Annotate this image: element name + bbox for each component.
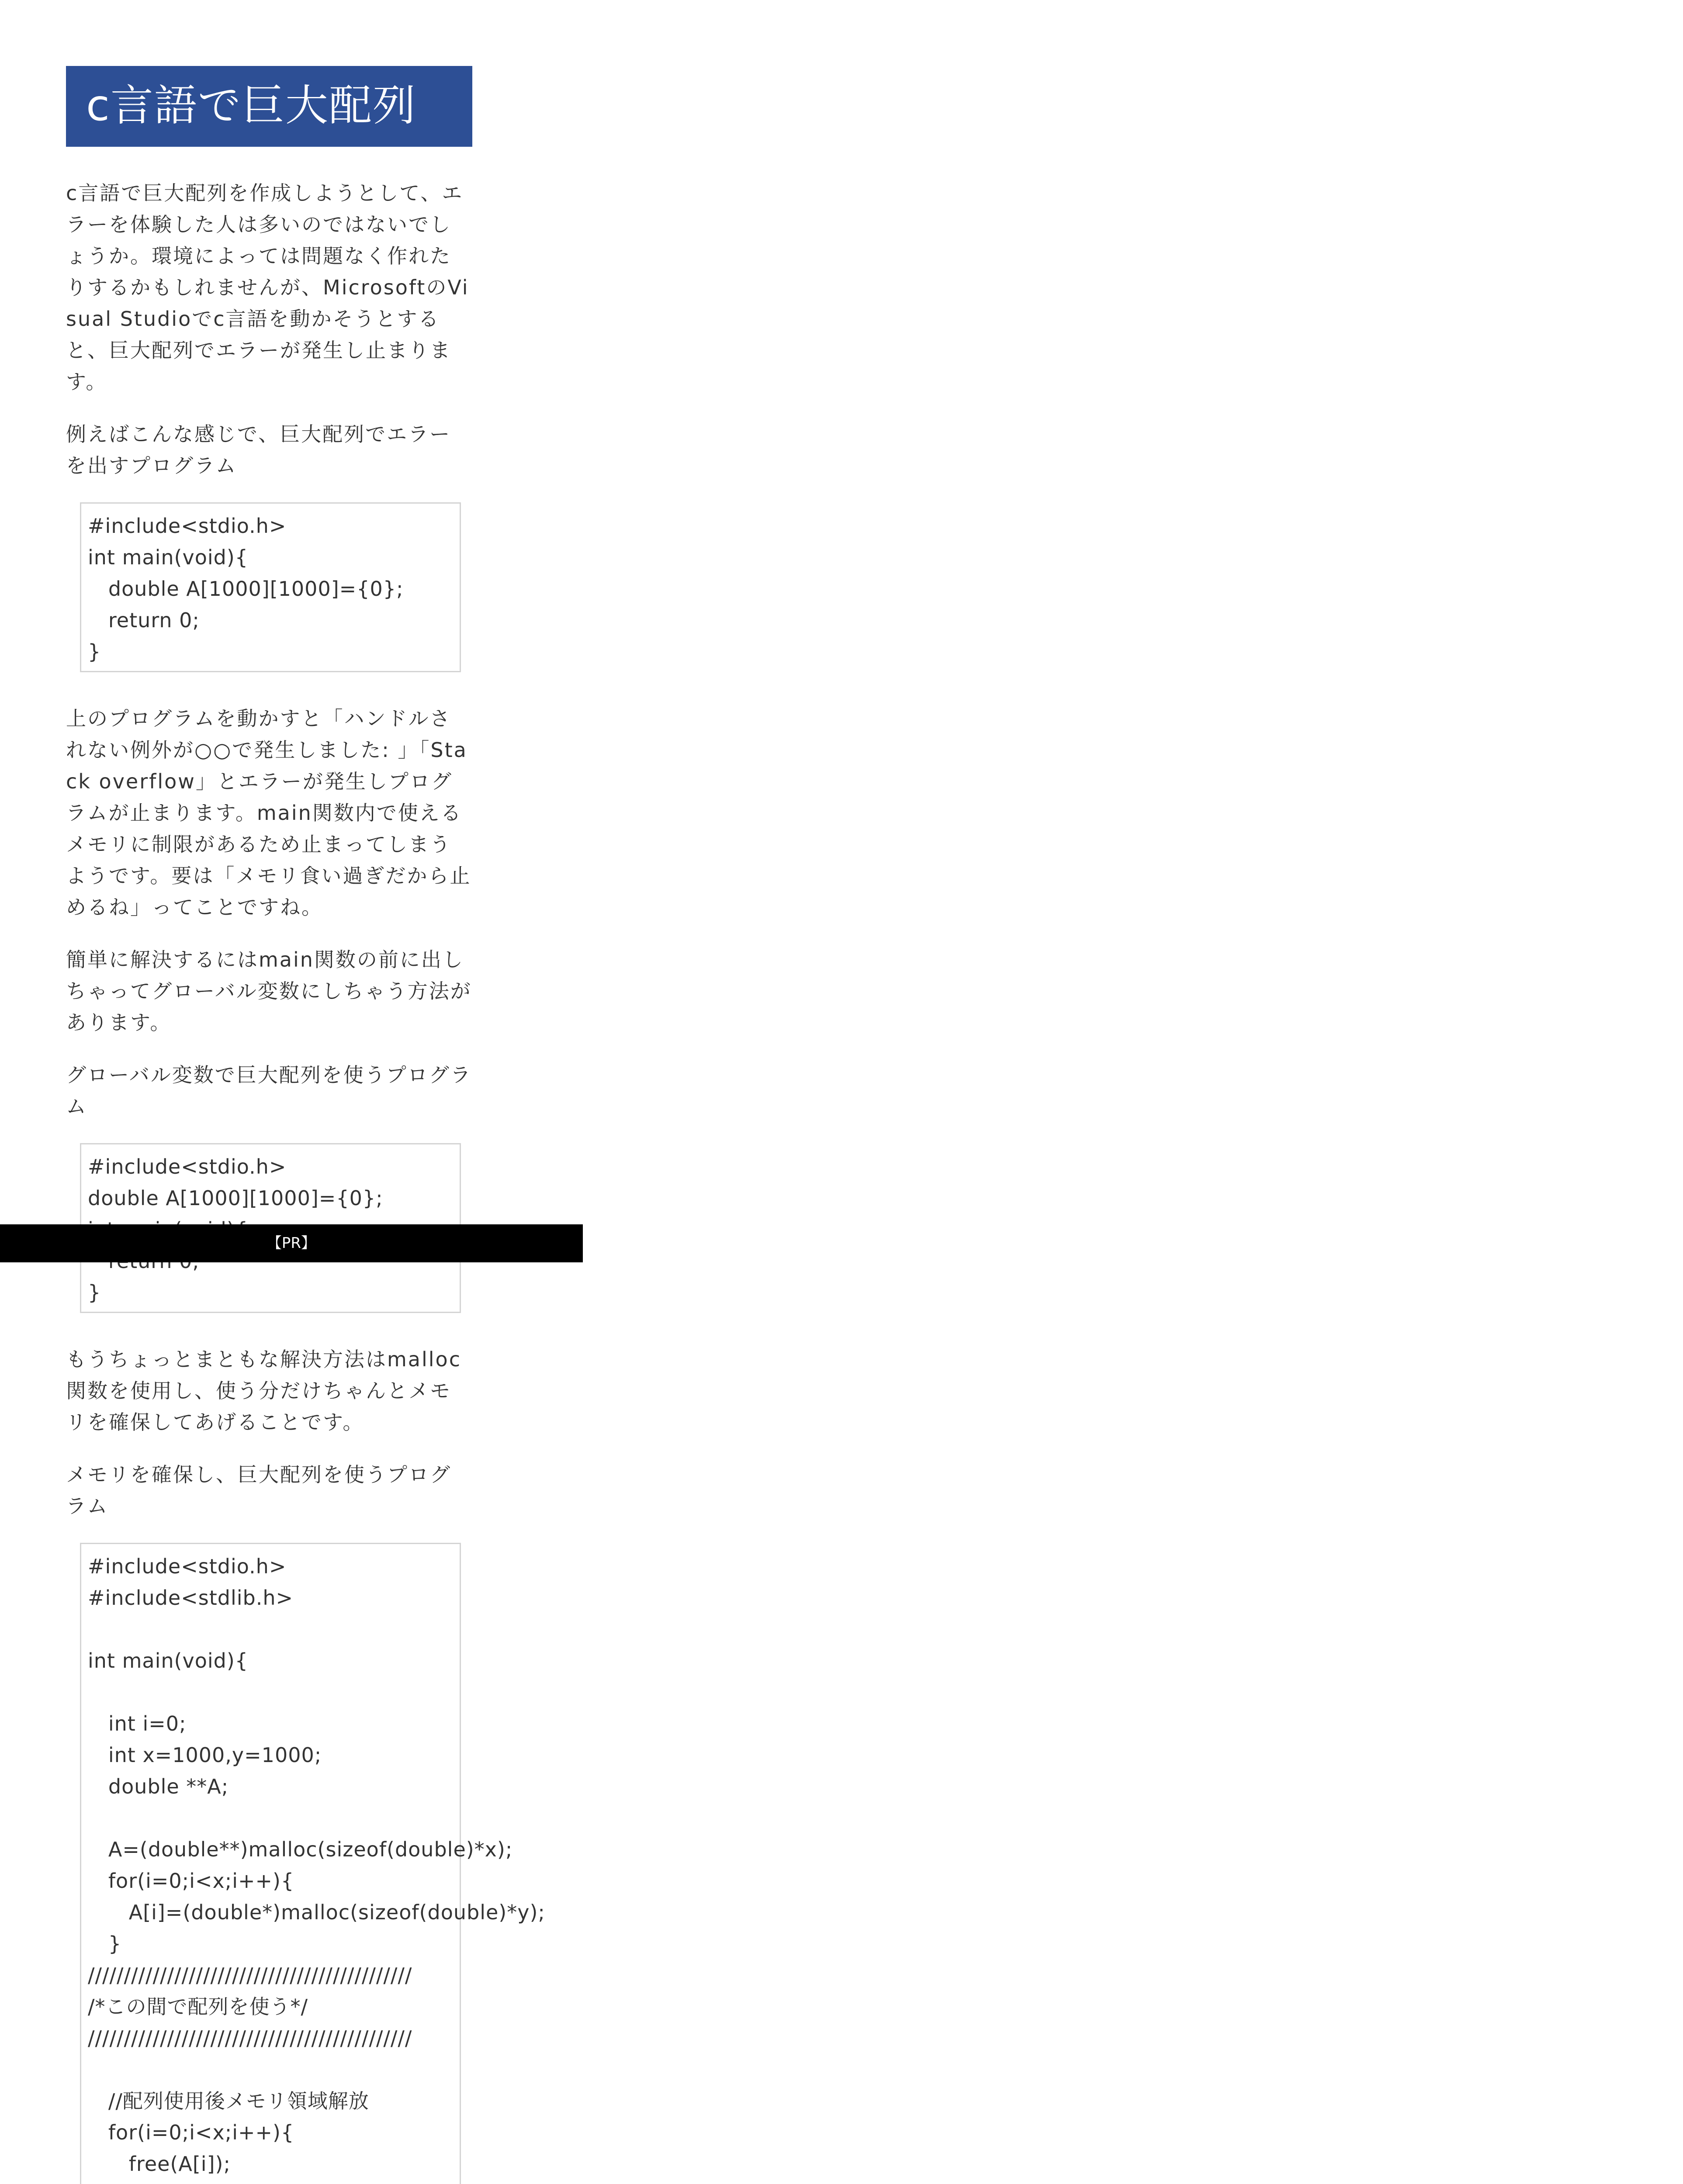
code-line	[88, 1614, 460, 1645]
code-line: int main(void){	[88, 1649, 249, 1673]
code-line: double A[1000][1000]={0};	[88, 577, 404, 601]
paragraph: グローバル変数で巨大配列を使うプログラム	[66, 1063, 472, 1118]
code-line: free(A[i]);	[88, 2152, 231, 2176]
paragraph: 例えばこんな感じで、巨大配列でエラーを出すプログラム	[66, 422, 451, 477]
code-line: }	[88, 640, 101, 663]
code-line	[88, 2054, 460, 2085]
paragraph: 上のプログラムを動かすと「ハンドルされない例外が○○で発生しました: 」「Stack overflow」とエラーが発生しプログラムが止まります。main関数内で使えるメモリに制限があるため止まってしまうようです。要は「メモリ食い過ぎだから止めるね」ってことですね。	[66, 707, 471, 919]
code-line: /*この間で配列を使う*/	[88, 1995, 308, 2018]
code-line: int i=0;	[88, 1712, 187, 1735]
code-line: double **A;	[88, 1775, 229, 1798]
code-line: A[i]=(double*)malloc(sizeof(double)*y);	[88, 1901, 545, 1924]
code-line: #include<stdio.h>	[88, 1555, 287, 1578]
code-line: return 0;	[88, 608, 200, 632]
paragraph: 簡単に解決するにはmain関数の前に出しちゃってグローバル変数にしちゃう方法があります。	[66, 948, 472, 1034]
code-line: int main(void){	[88, 546, 249, 569]
code-block	[80, 1543, 545, 2184]
code-line: /////////////////////////////////////////////	[88, 2026, 412, 2050]
code-line: #include<stdio.h>	[88, 514, 287, 538]
code-line: #include<stdlib.h>	[88, 1586, 294, 1610]
code-line: //配列使用後メモリ領域解放	[88, 2089, 369, 2113]
code-line: int x=1000,y=1000;	[88, 1743, 322, 1767]
pr-label[interactable]: 【PR】	[267, 1234, 316, 1252]
paragraph: c言語で巨大配列を作成しようとして、エラーを体験した人は多いのではないでしょうか。環境によっては問題なく作れたりするかもしれませんが、MicrosoftのVisual Studioでc言語を動かそうとすると、巨大配列でエラーが発生し止まります。	[66, 181, 469, 394]
paragraph: もうちょっとまともな解決方法はmalloc関数を使用し、使う分だけちゃんとメモリを確保してあげることです。	[66, 1348, 461, 1434]
code-line: /////////////////////////////////////////////	[88, 1963, 412, 1987]
code-block	[80, 502, 461, 672]
paragraph: メモリを確保し、巨大配列を使うプログラム	[66, 1463, 451, 1518]
code-line: for(i=0;i<x;i++){	[88, 1869, 294, 1893]
article-title: c言語で巨大配列	[66, 66, 472, 147]
code-line: }	[88, 1281, 101, 1304]
code-line: for(i=0;i<x;i++){	[88, 2121, 294, 2144]
code-line: double A[1000][1000]={0};	[88, 1186, 383, 1210]
code-line	[88, 2180, 460, 2184]
code-line	[88, 1802, 460, 1834]
pr-ad-bar[interactable]	[0, 1224, 583, 1262]
article	[66, 66, 545, 2184]
code-line	[88, 1676, 460, 1708]
code-line: }	[88, 1932, 122, 1956]
code-line: #include<stdio.h>	[88, 1155, 287, 1178]
code-line: A=(double**)malloc(sizeof(double)*x);	[88, 1838, 513, 1861]
